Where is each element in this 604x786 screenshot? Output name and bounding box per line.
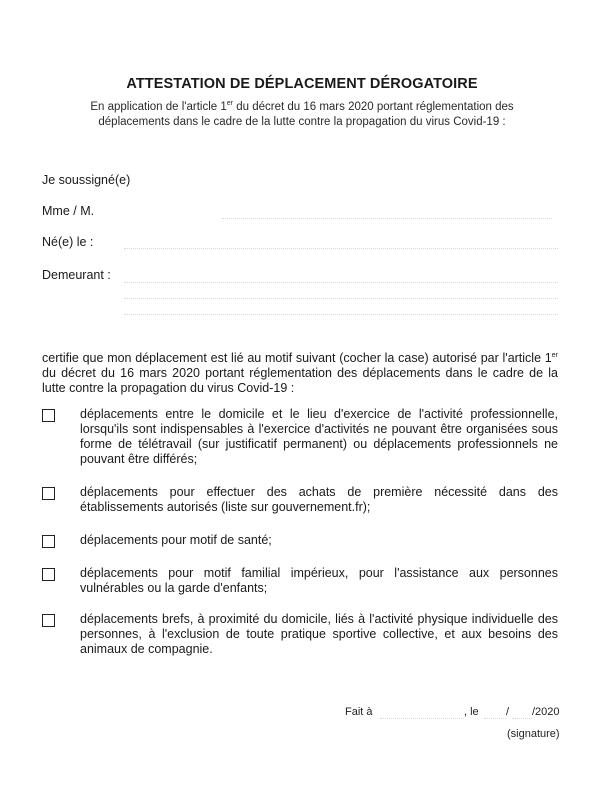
certification-text-end: du décret du 16 mars 2020 portant réglementation des déplacements dans le cadre de la lutte contre la propagation du virus Covid-19 : [42, 366, 558, 395]
undersigned-label: Je soussigné(e) [42, 173, 131, 187]
document-subtitle [60, 100, 544, 130]
checkbox-shopping[interactable] [42, 487, 55, 500]
checkbox-family[interactable] [42, 568, 55, 581]
option-text: déplacements entre le domicile et le lieu d'exercice de l'activité professionnelle, lorsqu'ils sont indispensables à l'exercice d'activités ne pouvant être organisées sous forme de télétravail (sur justificatif permanent) ou déplacements professionnels ne pouvant être différés; [80, 407, 558, 466]
option-text: déplacements brefs, à proximité du domicile, liés à l'activité physique individuelle des personnes, à l'exclusion de toute pratique sportive collective, et aux besoins des animaux de compagnie. [80, 612, 558, 656]
name-field[interactable] [222, 218, 552, 219]
name-label: Mme / M. [42, 204, 95, 218]
address-field-line-1[interactable] [124, 282, 558, 283]
subtitle-text-end: du décret du 16 mars 2020 portant réglementation des déplacements dans le cadre de la lutte contre la propagation du virus Covid-19 : [98, 101, 514, 128]
signature-label: (signature) [507, 728, 560, 740]
date-prefix: , le [464, 706, 479, 718]
address-field-line-2[interactable] [124, 298, 558, 299]
birth-label: Né(e) le : [42, 235, 94, 249]
option-text: déplacements pour motif familial impérieux, pour l'assistance aux personnes vulnérables ou la garde d'enfants; [80, 566, 558, 595]
made-at-field[interactable] [380, 718, 464, 719]
subtitle-text-start: En application de l'article 1 [90, 101, 227, 113]
option-text: déplacements pour effectuer des achats de première nécessité dans des établissements autorisés (liste sur gouvernement.fr); [80, 485, 558, 514]
option-text: déplacements pour motif de santé; [80, 533, 272, 547]
month-field[interactable] [512, 718, 532, 719]
made-at-label: Fait à [345, 706, 373, 718]
certification-text-start: certifie que mon déplacement est lié au motif suivant (cocher la case) autorisé par l'article 1 [42, 351, 552, 365]
certification-superscript: er [551, 351, 558, 359]
checkbox-health[interactable] [42, 535, 55, 548]
address-label: Demeurant : [42, 268, 111, 282]
checkbox-professional[interactable] [42, 409, 55, 422]
subtitle-superscript: er [226, 100, 234, 108]
certification-statement [42, 351, 558, 396]
birth-field[interactable] [124, 248, 558, 249]
day-field[interactable] [484, 718, 506, 719]
year-label: /2020 [532, 706, 560, 718]
date-separator: / [506, 706, 510, 718]
address-field-line-3[interactable] [124, 314, 558, 315]
document-title: ATTESTATION DE DÉPLACEMENT DÉROGATOIRE [126, 76, 478, 92]
checkbox-exercise[interactable] [42, 614, 55, 627]
